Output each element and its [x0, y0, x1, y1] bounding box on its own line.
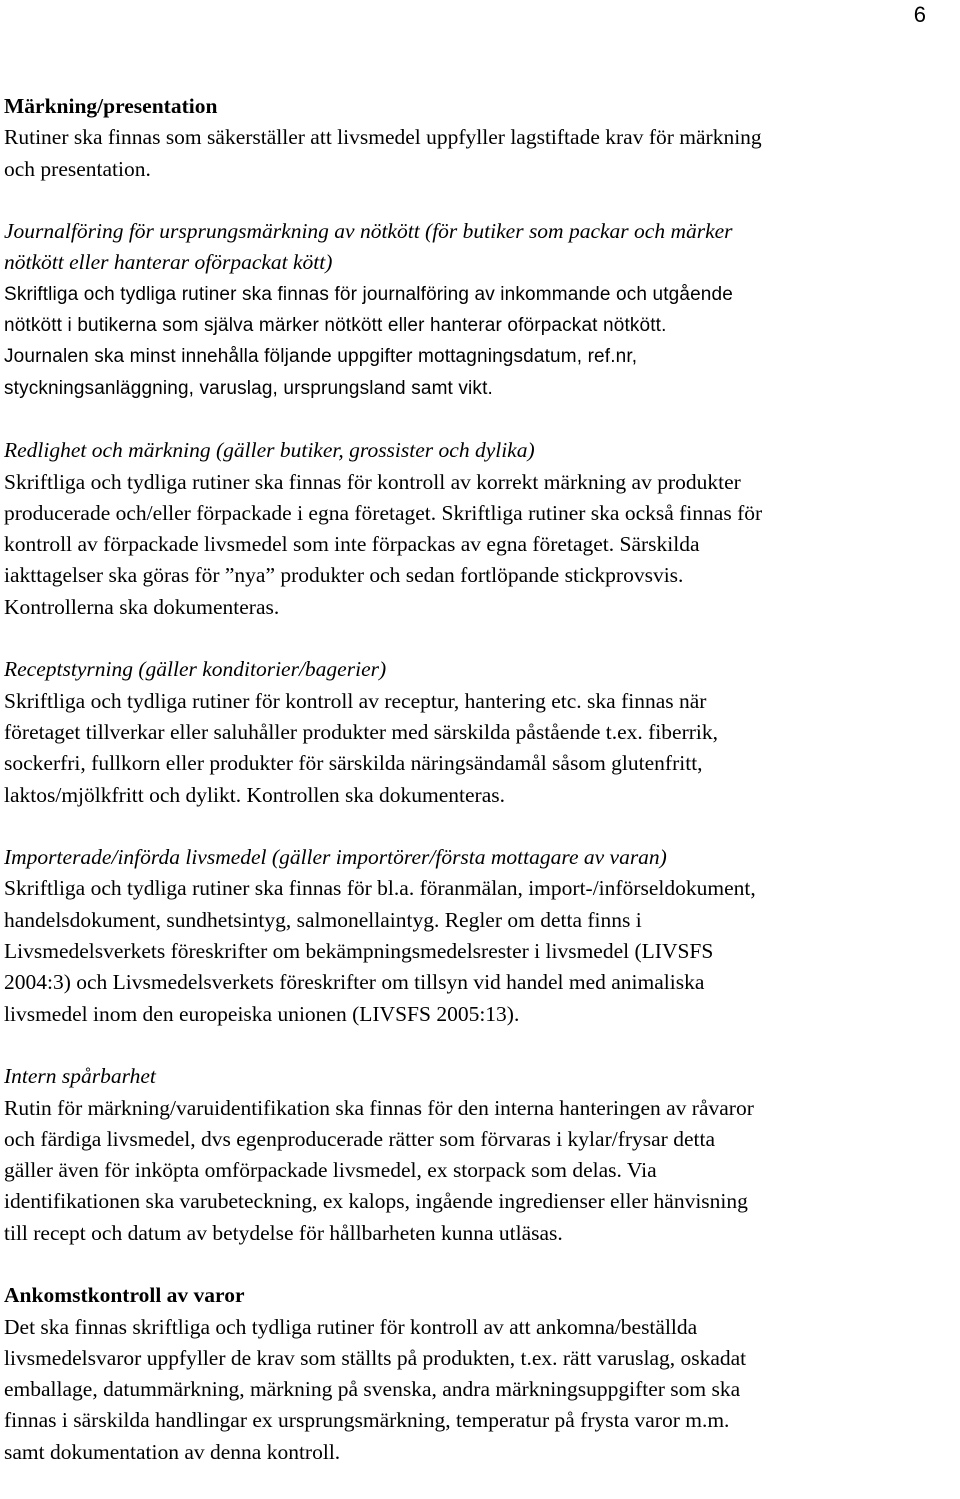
paragraph-line: Kontrollerna ska dokumenteras.	[4, 594, 280, 619]
section-heading-journal: Journalföring för ursprungsmärkning av nötkött (för butiker som packar och märker	[4, 219, 733, 244]
section-journal	[4, 216, 954, 404]
section-heading-recipe: Receptstyrning (gäller konditorier/bagerier)	[4, 657, 387, 682]
paragraph-line: laktos/mjölkfritt och dylikt. Kontrollen ska dokumenteras.	[4, 782, 505, 807]
paragraph-line: livsmedelsvaror uppfyller de krav som ställts på produkten, t.ex. rätt varuslag, oskadat	[4, 1345, 747, 1370]
paragraph-line: emballage, datummärkning, märkning på svenska, andra märkningsuppgifter som ska	[4, 1377, 741, 1402]
paragraph-line: finnas i särskilda handlingar ex ursprungsmärkning, temperatur på frysta varor m.m.	[4, 1408, 730, 1433]
section-honesty	[4, 435, 954, 623]
page-number: 6	[913, 2, 926, 27]
paragraph-line: Livsmedelsverkets föreskrifter om bekämpningsmedelsrester i livsmedel (LIVSFS	[4, 939, 714, 964]
section-heading-journal-continued: nötkött eller hanterar oförpackat kött)	[4, 250, 333, 275]
paragraph-line: Det ska finnas skriftliga och tydliga rutiner för kontroll av att ankomna/beställda	[4, 1314, 698, 1339]
paragraph-line: Rutiner ska finnas som säkerställer att livsmedel uppfyller lagstiftade krav för märkning	[4, 125, 762, 150]
paragraph-line: nötkött i butikerna som själva märker nötkött eller hanterar oförpackat nötkött.	[4, 315, 667, 337]
paragraph-line: och färdiga livsmedel, dvs egenproducerade rätter som förvaras i kylar/frysar detta	[4, 1126, 716, 1151]
paragraph-line: identifikationen ska varubeteckning, ex kalops, ingående ingredienser eller hänvisning	[4, 1189, 748, 1214]
paragraph-line: producerade och/eller förpackade i egna företaget. Skriftliga rutiner ska också finnas för	[4, 500, 763, 525]
paragraph-line: kontroll av förpackade livsmedel som inte förpackas av egna företaget. Särskilda	[4, 532, 700, 557]
paragraph-line: Skriftliga och tydliga rutiner ska finnas för bl.a. föranmälan, import-/införseldokument,	[4, 876, 756, 901]
paragraph-line: Journalen ska minst innehålla följande uppgifter mottagningsdatum, ref.nr,	[4, 346, 638, 368]
paragraph-line: Rutin för märkning/varuidentifikation ska finnas för den interna hanteringen av råvaror	[4, 1095, 754, 1120]
paragraph-line: Skriftliga och tydliga rutiner ska finnas för kontroll av korrekt märkning av produkter	[4, 469, 741, 494]
section-arrival	[4, 1280, 954, 1468]
paragraph-line: Skriftliga och tydliga rutiner ska finnas för journalföring av inkommande och utgående	[4, 283, 733, 305]
paragraph-line: Skriftliga och tydliga rutiner för kontroll av receptur, hantering etc. ska finnas när	[4, 688, 707, 713]
document-body	[4, 91, 954, 1499]
paragraph-line: livsmedel inom den europeiska unionen (LIVSFS 2005:13).	[4, 1001, 520, 1026]
section-imported	[4, 842, 954, 1030]
section-traceability	[4, 1061, 954, 1249]
paragraph-line: företaget tillverkar eller saluhåller produkter med särskilda påstående t.ex. fiberrik,	[4, 719, 718, 744]
section-heading-marking: Märkning/presentation	[4, 94, 218, 118]
paragraph-line: styckningsanläggning, varuslag, ursprungsland samt vikt.	[4, 377, 493, 399]
section-heading-traceability: Intern spårbarhet	[4, 1064, 156, 1089]
paragraph-line: till recept och datum av betydelse för hållbarheten kunna utläsas.	[4, 1220, 563, 1245]
section-recipe	[4, 654, 954, 810]
paragraph-line: iakttagelser ska göras för ”nya” produkter och sedan fortlöpande stickprovsvis.	[4, 563, 684, 588]
section-marking	[4, 91, 954, 185]
paragraph-line: 2004:3) och Livsmedelsverkets föreskrifter om tillsyn vid handel med animaliska	[4, 970, 705, 995]
section-heading-imported: Importerade/införda livsmedel (gäller importörer/första mottagare av varan)	[4, 845, 667, 870]
paragraph-line: och presentation.	[4, 156, 151, 181]
paragraph-line: gäller även för inköpta omförpackade livsmedel, ex storpack som delas. Via	[4, 1158, 657, 1183]
section-heading-arrival: Ankomstkontroll av varor	[4, 1283, 245, 1308]
section-heading-honesty: Redlighet och märkning (gäller butiker, grossister och dylika)	[4, 438, 535, 463]
paragraph-line: handelsdokument, sundhetsintyg, salmonellaintyg. Regler om detta finns i	[4, 907, 642, 932]
paragraph-line: sockerfri, fullkorn eller produkter för särskilda näringsändamål såsom glutenfritt,	[4, 751, 703, 776]
paragraph-line: samt dokumentation av denna kontroll.	[4, 1439, 341, 1464]
